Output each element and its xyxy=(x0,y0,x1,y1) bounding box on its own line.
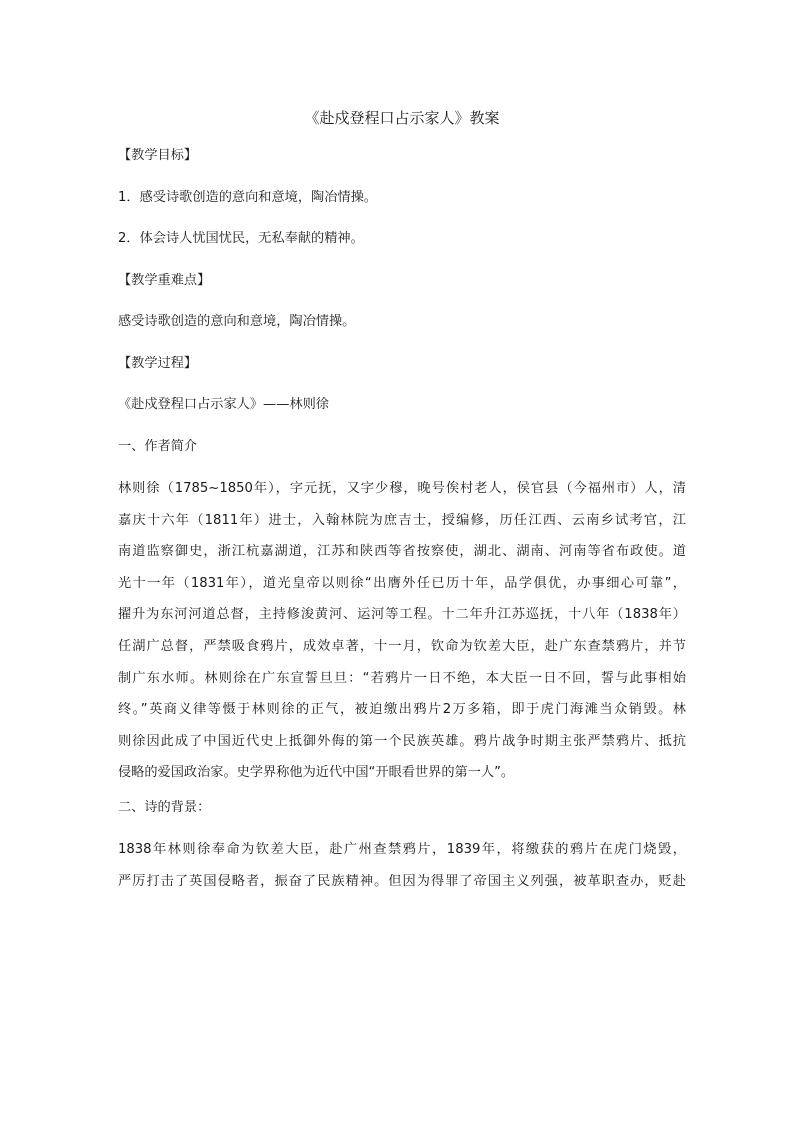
author-line: 任湖广总督，严禁吸食鸦片，成效卓著，十一月，钦命为钦差大臣，赴广东查禁鸦片，并节 xyxy=(118,638,686,654)
author-line: 则徐因此成了中国近代史上抵御外侮的第一个民族英雄。鸦片战争时期主张严禁鸦片、抵抗 xyxy=(118,733,686,749)
background-line: 1838年林则徐奉命为钦差大臣，赴广州查禁鸦片，1839年，将缴获的鸦片在虎门烧毁， xyxy=(118,842,686,858)
goal-item-2: 2．体会诗人忧国忧民，无私奉献的精神。 xyxy=(118,231,364,246)
poem-title-line: 《赴戍登程口占示家人》——林则徐 xyxy=(118,397,329,412)
author-line: 光十一年（1831年），道光皇帝以则徐“出膺外任已历十年，品学俱优，办事细心可靠”， xyxy=(118,575,686,591)
goal-item-1: 1．感受诗歌创造的意向和意境，陶冶情操。 xyxy=(118,189,377,205)
author-line: 嘉庆十六年（1811年）进士，入翰林院为庶吉士，授编修，历任江西、云南乡试考官，江 xyxy=(118,512,686,528)
document-page xyxy=(118,104,686,907)
author-line: 南道监察御史，浙江杭嘉湖道，江苏和陕西等省按察使，湖北、湖南、河南等省布政使。道 xyxy=(118,544,686,560)
process-heading: 【教学过程】 xyxy=(118,355,198,371)
author-heading: 一、作者简介 xyxy=(118,438,198,454)
author-line: 终。”英商义律等慑于林则徐的正气，被迫缴出鸦片2万多箱，即于虎门海滩当众销毁。林 xyxy=(118,702,686,718)
background-heading: 二、诗的背景： xyxy=(118,799,211,815)
goals-heading: 【教学目标】 xyxy=(118,148,198,163)
author-line: 制广东水师。林则徐在广东宣誓旦旦：“若鸦片一日不绝，本大臣一日不回，誓与此事相始 xyxy=(118,670,686,686)
author-line: 林则徐（1785~1850年），字元抚，又字少穆，晚号俟村老人，侯官县（今福州市）人，清 xyxy=(118,481,686,496)
key-points-heading: 【教学重难点】 xyxy=(118,272,211,288)
author-line: 擢升为东河河道总督，主持修浚黄河、运河等工程。十二年升江苏巡抚，十八年（1838年） xyxy=(118,607,686,623)
author-line: 侵略的爱国政治家。史学界称他为近代中国“开眼看世界的第一人”。 xyxy=(118,765,515,781)
document-title: 《赴戍登程口占示家人》教案 xyxy=(304,109,500,127)
author-paragraph xyxy=(118,473,686,789)
background-line: 严厉打击了英国侵略者，振奋了民族精神。但因为得罪了帝国主义列强，被革职查办，贬赴 xyxy=(118,874,686,890)
background-paragraph xyxy=(118,834,686,897)
key-points-text: 感受诗歌创造的意向和意境，陶冶情操。 xyxy=(118,314,356,329)
